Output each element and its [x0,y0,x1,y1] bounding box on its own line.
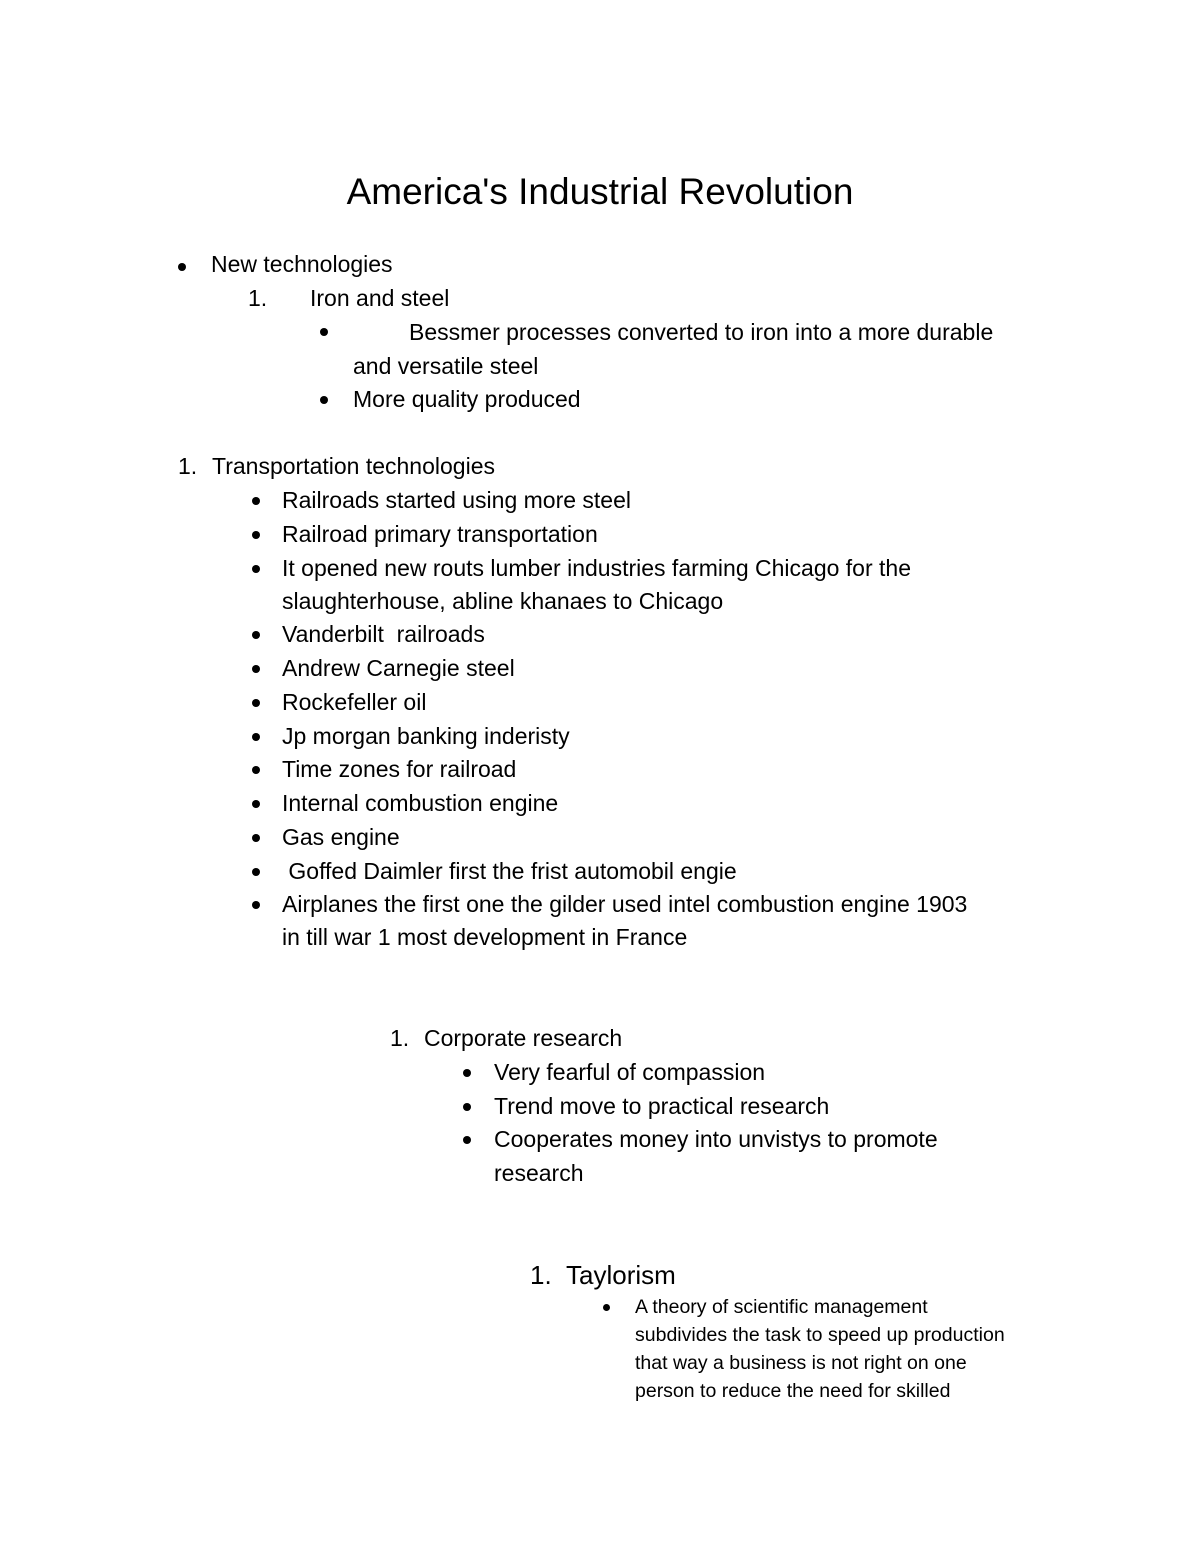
list-item: It opened new routs lumber industries farming Chicago for the [282,555,911,581]
section-heading: Taylorism [566,1260,676,1290]
bullet-dot [463,1103,471,1111]
list-item: Bessmer processes converted to iron into a more durable [409,319,994,345]
bullet-dot [178,263,186,271]
list-item: Cooperates money into unvistys to promote [494,1126,938,1152]
list-item-continuation: research [494,1160,584,1186]
list-item-continuation: slaughterhouse, abline khanaes to Chicago [282,588,724,614]
bullet-dot [252,531,260,539]
bullet-dot [252,699,260,707]
bullet-dot [252,834,260,842]
list-item: Railroad primary transportation [282,521,598,547]
bullet-dot [252,631,260,639]
list-item-continuation: that way a business is not right on one [635,1352,967,1374]
list-item: Andrew Carnegie steel [282,655,515,681]
section-heading: New technologies [211,251,393,277]
bullet-dot [320,328,328,336]
list-item: Goffed Daimler first the frist automobil engie [282,858,737,884]
list-item: Airplanes the first one the gilder used intel combustion engine 1903 [282,891,968,917]
bullet-dot [252,868,260,876]
list-item-continuation: in till war 1 most development in France [282,924,688,950]
list-item: Railroads started using more steel [282,487,631,513]
bullet-dot [252,901,260,909]
list-item: Rockefeller oil [282,689,427,715]
bullet-dot [320,396,328,404]
list-number: 1. [390,1025,410,1051]
bullet-dot [603,1304,610,1311]
list-item: Time zones for railroad [282,756,517,782]
list-item: More quality produced [353,386,581,412]
bullet-dot [463,1136,471,1144]
bullet-dot [252,665,260,673]
list-item-continuation: person to reduce the need for skilled [635,1380,951,1402]
list-number: 1. [248,285,268,311]
page-title: America's Industrial Revolution [346,171,854,212]
list-number: 1. [178,453,198,479]
list-item-continuation: subdivides the task to speed up production [635,1324,1005,1346]
bullet-dot [252,800,260,808]
section-heading: Transportation technologies [212,453,495,479]
bullet-dot [252,497,260,505]
bullet-dot [463,1069,471,1077]
bullet-dot [252,733,260,741]
bullet-dot [252,565,260,573]
sub-heading: Iron and steel [310,285,450,311]
list-item-continuation: and versatile steel [353,353,539,379]
list-item: Internal combustion engine [282,790,559,816]
list-item: Jp morgan banking inderisty [282,723,570,749]
section-heading: Corporate research [424,1025,623,1051]
list-item: Trend move to practical research [494,1093,830,1119]
list-item: Vanderbilt railroads [282,621,485,647]
list-item: Very fearful of compassion [494,1059,766,1085]
list-number: 1. [530,1260,552,1290]
bullet-dot [252,766,260,774]
list-item: A theory of scientific management [635,1296,928,1318]
list-item: Gas engine [282,824,400,850]
